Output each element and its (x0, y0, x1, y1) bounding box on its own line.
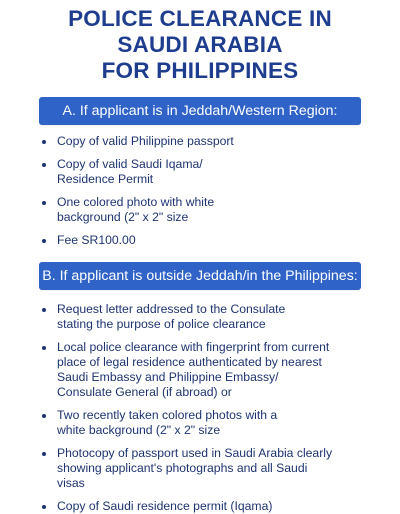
list-item-line: place of legal residence authenticated by nearest (57, 355, 322, 369)
list-item-text (57, 157, 362, 187)
list-item (42, 446, 362, 491)
bullet-icon (42, 414, 46, 418)
list-item (42, 408, 362, 438)
title-line-1: POLICE CLEARANCE IN (68, 6, 332, 31)
list-item-text (57, 302, 362, 332)
list-item (42, 233, 362, 248)
bullet-icon (42, 452, 46, 456)
list-item-line: stating the purpose of police clearance (57, 317, 266, 331)
list-item (42, 157, 362, 187)
list-item-line: showing applicant's photographs and all Saudi (57, 461, 308, 475)
list-item-line: Request letter addressed to the Consulate (57, 302, 286, 316)
page-title (0, 0, 400, 84)
section-b-list (42, 302, 362, 514)
bullet-icon (42, 239, 46, 243)
list-item-text (57, 134, 362, 149)
list-item-line: Copy of Saudi residence permit (Iqama) (57, 499, 273, 513)
list-item-line: Consulate General (if abroad) or (57, 385, 232, 399)
section-a-list (42, 134, 362, 248)
section-b-header: B. If applicant is outside Jeddah/in the Philippines: (39, 262, 361, 290)
list-item (42, 340, 362, 400)
list-item-text (57, 408, 362, 438)
bullet-icon (42, 163, 46, 167)
list-item-line: Copy of valid Saudi Iqama/ (57, 157, 203, 171)
list-item-text (57, 340, 362, 400)
list-item (42, 195, 362, 225)
list-item (42, 134, 362, 149)
list-item-line: Copy of valid Philippine passport (57, 134, 234, 148)
list-item-line: Two recently taken colored photos with a (57, 408, 278, 422)
bullet-icon (42, 346, 46, 350)
list-item (42, 302, 362, 332)
list-item-line: Local police clearance with fingerprint from current (57, 340, 330, 354)
bullet-icon (42, 140, 46, 144)
list-item-text (57, 233, 362, 248)
list-item-line: Saudi Embassy and Philippine Embassy/ (57, 370, 279, 384)
list-item-line: One colored photo with white (57, 195, 215, 209)
bullet-icon (42, 505, 46, 509)
list-item-line: visas (57, 476, 85, 490)
list-item-line: Residence Permit (57, 172, 154, 186)
section-a-header: A. If applicant is in Jeddah/Western Region: (39, 97, 361, 125)
list-item-text (57, 446, 362, 491)
list-item-line: Photocopy of passport used in Saudi Arabia clearly (57, 446, 333, 460)
title-line-2: SAUDI ARABIA (117, 32, 283, 57)
list-item-line: white background (2" x 2" size (57, 423, 221, 437)
list-item-text (57, 499, 362, 514)
list-item (42, 499, 362, 514)
list-item-line: Fee SR100.00 (57, 233, 136, 247)
list-item-text (57, 195, 362, 225)
bullet-icon (42, 201, 46, 205)
list-item-line: background (2" x 2" size (57, 210, 189, 224)
bullet-icon (42, 308, 46, 312)
title-line-3: FOR PHILIPPINES (101, 58, 299, 83)
